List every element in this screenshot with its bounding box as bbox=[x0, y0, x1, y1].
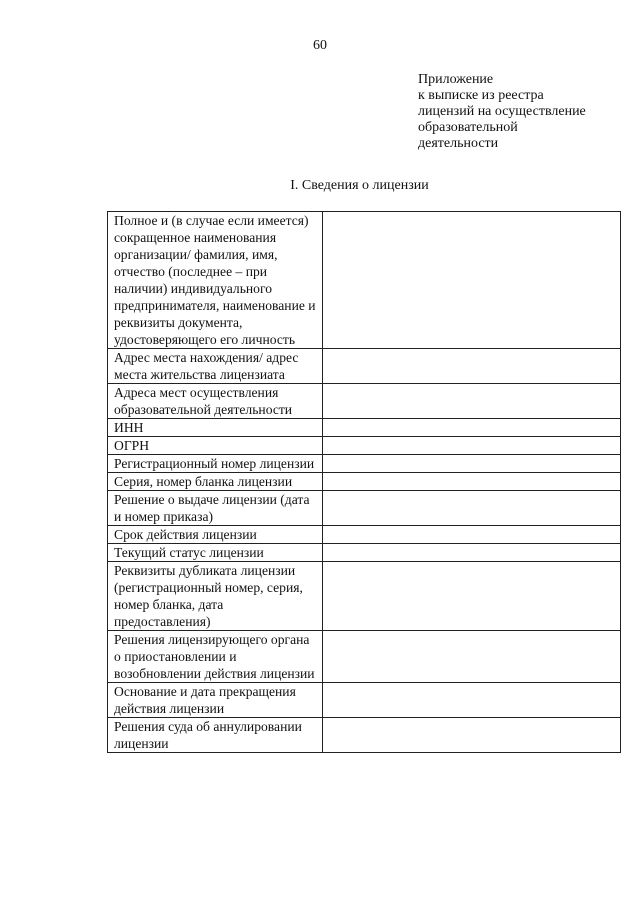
row-value bbox=[323, 419, 621, 437]
row-label: Регистрационный номер лицензии bbox=[108, 455, 323, 473]
row-value bbox=[323, 544, 621, 562]
row-label: Решение о выдаче лицензии (дата и номер приказа) bbox=[108, 491, 323, 526]
license-info-table bbox=[107, 211, 621, 753]
appendix-line: образовательной bbox=[418, 120, 518, 135]
row-value bbox=[323, 562, 621, 631]
table-row bbox=[108, 683, 621, 718]
row-label: Адрес места нахождения/ адрес места жительства лицензиата bbox=[108, 349, 323, 384]
table-row bbox=[108, 212, 621, 349]
table-row bbox=[108, 718, 621, 753]
row-value bbox=[323, 437, 621, 455]
row-value bbox=[323, 718, 621, 753]
row-value bbox=[323, 526, 621, 544]
row-label: Реквизиты дубликата лицензии (регистрационный номер, серия, номер бланка, дата предоставления) bbox=[108, 562, 323, 631]
row-value bbox=[323, 473, 621, 491]
table-row bbox=[108, 419, 621, 437]
appendix-line: деятельности bbox=[418, 136, 499, 151]
row-value bbox=[323, 491, 621, 526]
row-value bbox=[323, 683, 621, 718]
row-label: Решения суда об аннулировании лицензии bbox=[108, 718, 323, 753]
section-title: I. Сведения о лицензии bbox=[290, 178, 429, 193]
row-value bbox=[323, 455, 621, 473]
row-label: Решения лицензирующего органа о приостановлении и возобновлении действия лицензии bbox=[108, 631, 323, 683]
table-row bbox=[108, 526, 621, 544]
row-label: Серия, номер бланка лицензии bbox=[108, 473, 323, 491]
row-label: Текущий статус лицензии bbox=[108, 544, 323, 562]
row-label: ОГРН bbox=[108, 437, 323, 455]
table-row bbox=[108, 562, 621, 631]
row-value bbox=[323, 631, 621, 683]
appendix-note bbox=[418, 72, 618, 152]
row-label: ИНН bbox=[108, 419, 323, 437]
row-label: Полное и (в случае если имеется) сокращенное наименования организации/ фамилия, имя, отчество (последнее – при наличии) индивидуального предпринимателя, наименование и реквизиты документа, удостоверяющего его личность bbox=[108, 212, 323, 349]
appendix-line: Приложение bbox=[418, 72, 494, 87]
row-label: Основание и дата прекращения действия лицензии bbox=[108, 683, 323, 718]
table-row bbox=[108, 473, 621, 491]
page-number: 60 bbox=[313, 38, 327, 53]
row-value bbox=[323, 212, 621, 349]
row-value bbox=[323, 384, 621, 419]
table-row bbox=[108, 384, 621, 419]
appendix-line: к выписке из реестра bbox=[418, 88, 544, 103]
table-row bbox=[108, 349, 621, 384]
row-value bbox=[323, 349, 621, 384]
row-label: Адреса мест осуществления образовательной деятельности bbox=[108, 384, 323, 419]
table-row bbox=[108, 437, 621, 455]
table-row bbox=[108, 544, 621, 562]
table-row bbox=[108, 491, 621, 526]
table-row bbox=[108, 455, 621, 473]
row-label: Срок действия лицензии bbox=[108, 526, 323, 544]
table-row bbox=[108, 631, 621, 683]
appendix-line: лицензий на осуществление bbox=[418, 104, 586, 119]
